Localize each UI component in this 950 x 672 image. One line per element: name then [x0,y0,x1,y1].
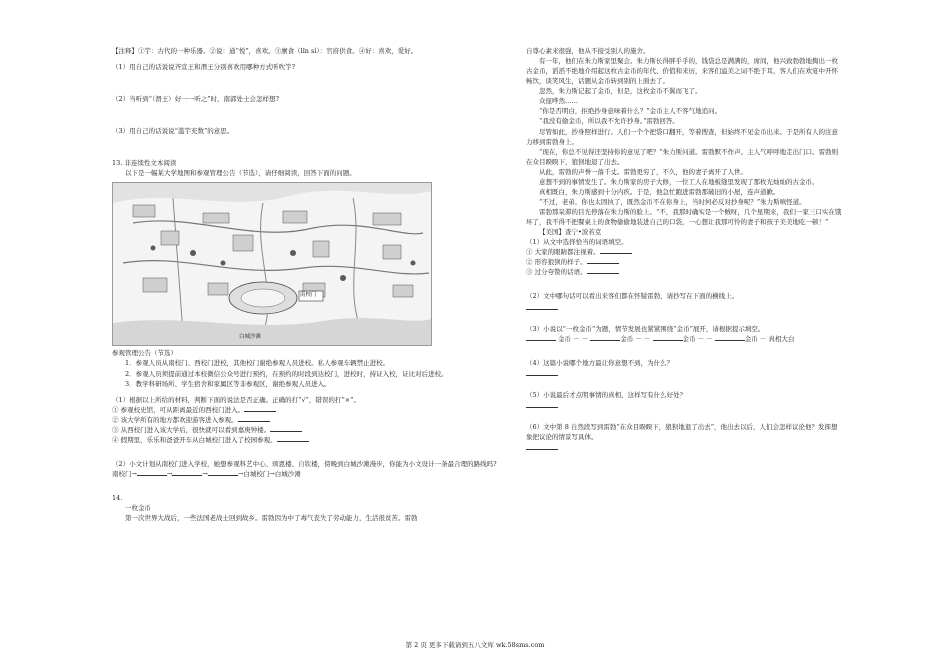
judge-item-3: ③ 从西校门进入该大学后，很快就可以看到嘉庚钟楼。 [112,425,510,435]
story-paragraph: 自尊心素来很强，他从不接受别人的施舍。 [526,47,650,55]
route-line: 南校门→ → → →白城校门→白城沙滩 [112,470,301,478]
answer-blank[interactable] [270,425,302,432]
plot-chain: 金币 － － 金币 － － 金币 － － 金币 － 真相大白 [526,334,844,344]
story-paragraph: 雷勃那呆滞的目光停落在朱力斯的脸上。“不，我那时确实是一个贼呀，几个星期来，我们一家三口实在饿坏了，我不得不把餐桌上的食物偷偷地装进自己的口袋，一心想让我那可怜的妻子和孩子美美地吃一顿！” [526,208,842,227]
question-2: （2）当听到“（湣王）好一一听之”时，南郭处士会怎样想? [112,95,280,104]
sub-question-2: （2）小文计划从南校门进入学校，她想参观科艺中心、颂恩楼、自钦楼，傍晚到白城沙滩漫步，你能为小文设计一条最合理的路线吗? [112,459,497,468]
answer-blank[interactable] [238,415,270,422]
notice-title: 参观管理公告（节选） [112,349,177,358]
route-blank[interactable] [208,469,238,476]
story-question-5: （5）小说最后才点明事情的真相，这样写有什么好处？ [526,390,687,399]
story-paragraph: “现在，你总不见得还坚持你的意见了吧？”朱力斯问道。雷勃默不作声。主人气呼呼地走出门口。雷勃则在众目睽睽下，狼狈地退了出去。 [526,147,839,166]
annotation-note: 【注释】①竽：古代的一种乐器。②说：通“悦”，喜欢。③廪食（lǐn sì）：官府供食。④好：喜欢，爱好。 [112,47,418,55]
answer-blank[interactable] [277,435,309,442]
story-paragraph: 意想不到的事情发生了。朱力斯家的房子大修，一位工人在地板缝里发现了那枚光灿灿的古金币。 [539,177,819,186]
story-paragraph: 有一年，他们在朱力斯家里聚会。朱力斯长得胖乎乎的，钱袋总是满满的，席间，他兴致勃勃地掏出一枚古金币，滔滔不绝地介绍起这枚古金币的年代、价值和来历，来客们溢美之词不绝于耳，客人们在欢宴中开怀畅饮，谈笑风生，话题从金币转到别的上面去了。 [526,57,838,86]
right-column [526,46,844,450]
fill-item-1: ① 大家的眼睛都注视着。 [526,247,844,257]
story-paragraph: “我没有偷金币，所以我不允许抄身。”雷勃回答。 [539,117,679,126]
judge-item-1: ① 参观校史馆，可从距离最近的西校门进入。 [112,405,510,415]
answer-blank[interactable] [590,334,620,341]
answer-line[interactable] [526,442,558,450]
answer-blank[interactable] [526,334,556,341]
story-paragraph: 真相既白，朱力斯感到十分内疚。于是，他急忙跑进雷勃那破旧的小屋，连声道歉。 [539,187,780,196]
fill-item-2: ② 形容狼狈的样子。 [526,257,844,267]
campus-map-drawing [113,183,431,345]
answer-blank[interactable] [244,405,276,412]
story-question-1: （1）从文中选择恰当的词语填空。 [526,238,628,247]
answer-blank[interactable] [587,267,619,274]
south-gate-label: 南校门 [300,292,317,299]
answer-line[interactable] [526,400,558,408]
story-paragraph: 忽然，朱力斯记起了金币，但是，这枚金币不翼而飞了。 [539,87,702,96]
story-paragraph: “你是否明白，拒绝抄身意味着什么？”金币主人不客气地追问。 [539,107,722,116]
notice-item-3: 3．教学科研场所、学生宿舍和家属区等非参观区，谢绝参观人员进入。 [125,379,331,388]
story-question-6: （6）文中第 8 自然段写到雷勃“在众目睽睽下，狼狈地退了出去”，他出去以后，人们会怎样议论他？发挥想象把议论的情景写具体。 [526,422,838,441]
story-title: 一枚金币 [125,504,151,513]
section-13-intro: 以下是一幅某大学地图和参观管理公告（节选），请仔细阅读，回答下面的问题。 [125,169,356,178]
story-source: 【美国】查宁•波若克 [539,228,602,237]
story-paragraph: 从此，雷勃的声誉一落千丈。雷勃更穷了，不久，他的妻子离开了人世。 [539,167,747,176]
beach-label: 白城沙滩 [239,334,262,341]
section-14-number: 14. [112,494,123,503]
question-1: （1）用自己的话说说齐宣王和湣王分别喜欢用哪种方式听吹竽? [112,63,296,72]
route-blank[interactable] [137,469,167,476]
fill-item-3: ③ 过分夸赞的话语。 [526,267,844,277]
judge-item-2: ② 该大学所有的地方都欢迎游客进入参观。 [112,415,510,425]
answer-line[interactable] [526,302,558,310]
answer-line[interactable] [526,368,558,376]
left-column [112,46,510,523]
section-13-title: 13. 非连续性文本阅读 [112,159,177,168]
story-opening: 第一次世界大战后，一些法国老战士回到故乡。雷勃因为中了毒气丧失了劳动能力，生活很贫苦。雷勃 [125,514,418,523]
story-paragraph: 众座哗然…… [539,97,578,106]
story-question-2: （2）文中哪句话可以看出来客们都在怀疑雷勃，请抄写在下面的横线上。 [526,292,739,301]
story-paragraph: “不过，老弟，你也太固执了，既然金币不在你身上，当时何必反对抄身呢？”朱力斯嗔怪道。 [539,197,806,206]
page-footer: 第 2 页 更多下载请到五八文库 wk.58sms.com [405,641,545,649]
answer-blank[interactable] [600,247,632,254]
story-question-3: （3）小说以“一枚金币”为题，情节发展也紧紧围绕“金币”展开，请根据提示填空。 [526,324,765,333]
campus-map [112,182,432,346]
notice-item-2: 2．参观人员须提前通过本校微信公众号进行预约，在预约的时段到达校门，进校时，持证入校，证比对后进校。 [125,369,448,378]
answer-blank[interactable] [715,334,745,341]
notice-item-1: 1．参观人员从南校门、西校门进校，其他校门谢绝参观人员进校。私人参观车辆禁止进校。 [125,359,390,368]
answer-blank[interactable] [587,257,619,264]
judge-item-4: ④ 假期里，乐乐和爸爸开车从白城校门进入了校园参观。 [112,435,510,445]
story-paragraph: 尽管如此，抄身照样进行。人们一个个把袋口翻开，等着搜查，但始终不见金币出来。于是所有人的注意力移到雷勃身上。 [526,127,838,146]
question-3: （3）用自己的话说说“滥竽充数”的意思。 [112,127,234,136]
sub-question-1: （1）根据以上所给的材料，判断下面的说法是否正确。正确的打“√”，错误的打“×”。 [112,395,361,404]
story-question-4: （4）这篇小说哪个地方最让你意想不到，为什么？ [526,358,674,367]
route-blank[interactable] [172,469,202,476]
answer-blank[interactable] [653,334,683,341]
